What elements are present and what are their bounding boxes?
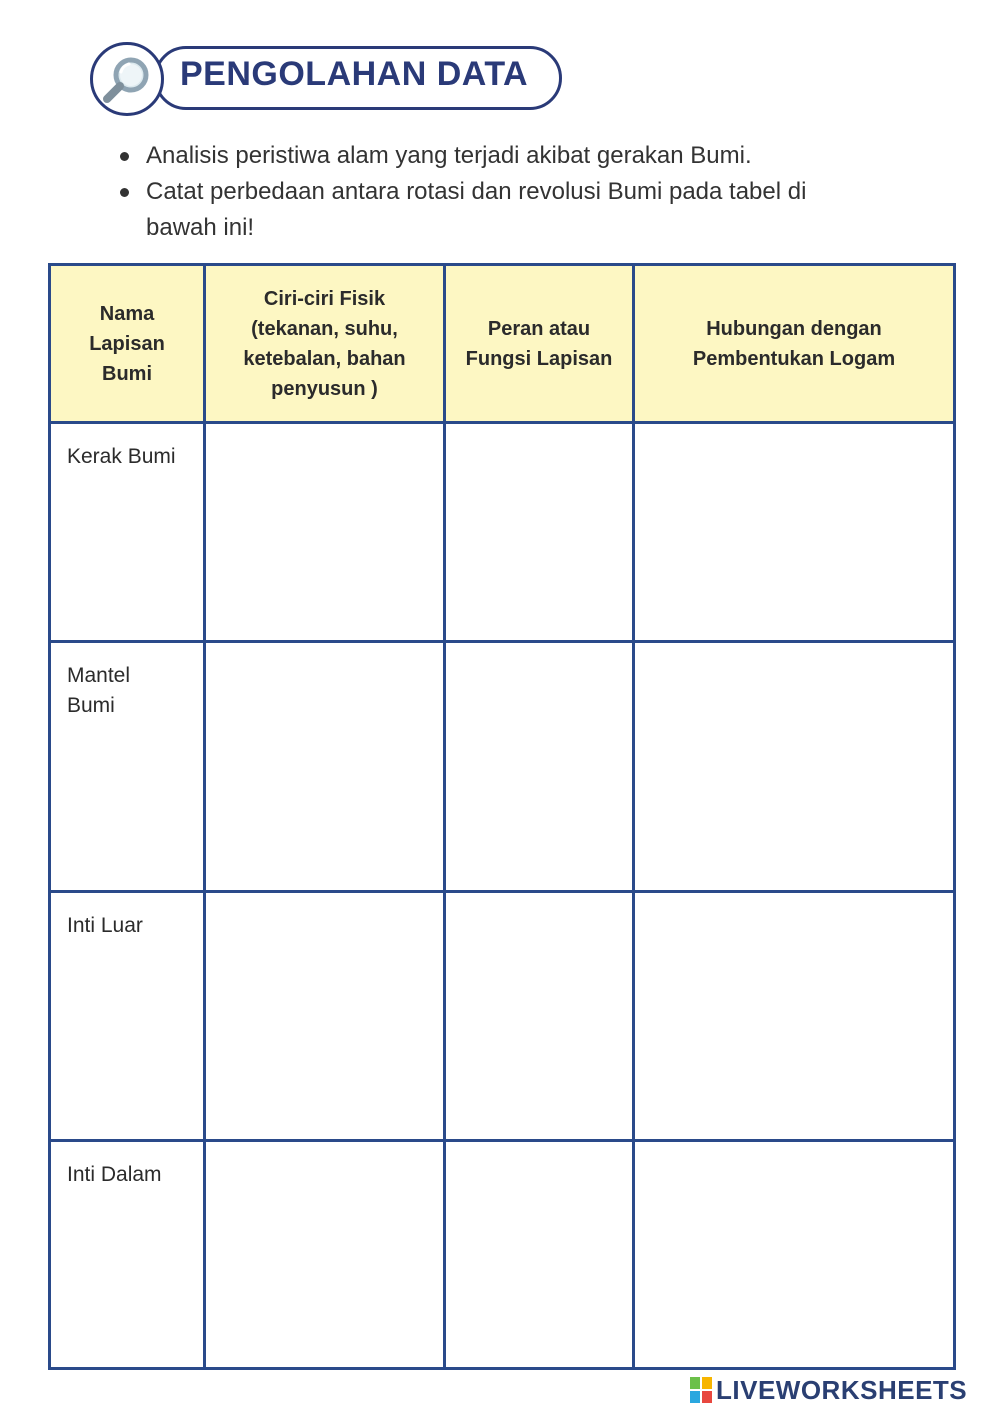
instruction-list: [118, 138, 898, 246]
title-badge: [90, 42, 568, 116]
answer-cell[interactable]: [445, 892, 634, 1141]
answer-cell[interactable]: [634, 892, 955, 1141]
instruction-item: Catat perbedaan antara rotasi dan revolusi Bumi pada tabel di bawah ini!: [118, 174, 846, 246]
table-header-row: [50, 265, 955, 423]
liveworksheets-logo-icon: [690, 1377, 712, 1403]
answer-cell[interactable]: [205, 1141, 445, 1369]
header-physical-traits: Ciri-ciri Fisik (tekanan, suhu, ketebalan, bahan penyusun ): [205, 265, 445, 423]
answer-cell[interactable]: [205, 423, 445, 642]
instruction-item: Analisis peristiwa alam yang terjadi akibat gerakan Bumi.: [118, 138, 898, 174]
table-row: [50, 423, 955, 642]
answer-cell[interactable]: [205, 892, 445, 1141]
row-label: Inti Dalam: [50, 1141, 205, 1369]
table-row: [50, 642, 955, 892]
answer-cell[interactable]: [445, 642, 634, 892]
table-row: [50, 892, 955, 1141]
title-icon-circle: [90, 42, 164, 116]
table-row: [50, 1141, 955, 1369]
answer-cell[interactable]: [445, 1141, 634, 1369]
row-label: Inti Luar: [50, 892, 205, 1141]
row-label: Mantel Bumi: [50, 642, 205, 892]
liveworksheets-logo-text: LIVEWORKSHEETS: [716, 1374, 968, 1405]
header-layer-name: Nama Lapisan Bumi: [50, 265, 205, 423]
page-title: PENGOLAHAN DATA: [180, 55, 529, 93]
header-role-function: Peran atau Fungsi Lapisan: [445, 265, 634, 423]
row-label: Kerak Bumi: [50, 423, 205, 642]
answer-cell[interactable]: [634, 423, 955, 642]
answer-cell[interactable]: [205, 642, 445, 892]
liveworksheets-logo: [690, 1374, 967, 1406]
earth-layers-table: [48, 263, 956, 1370]
header-metal-formation: Hubungan dengan Pembentukan Logam: [634, 265, 955, 423]
answer-cell[interactable]: [634, 1141, 955, 1369]
answer-cell[interactable]: [634, 642, 955, 892]
answer-cell[interactable]: [445, 423, 634, 642]
